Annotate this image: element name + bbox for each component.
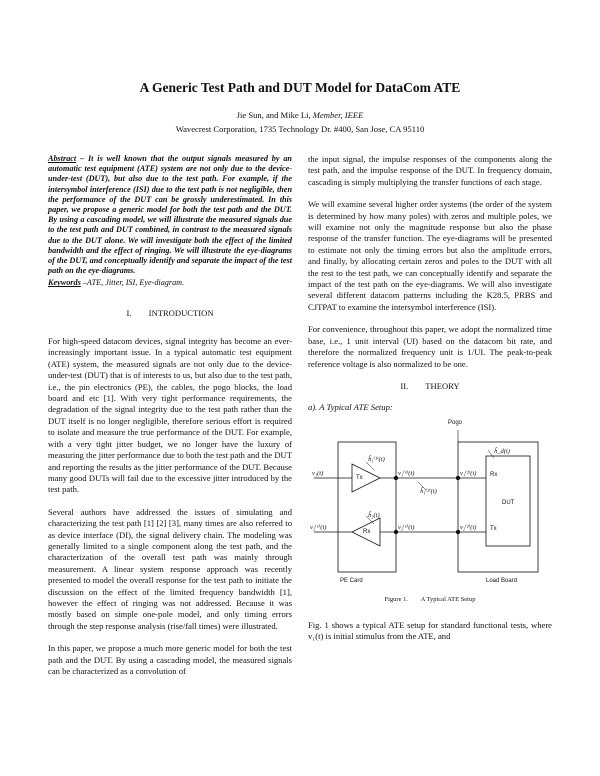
- pogo-label: Pogo: [448, 419, 463, 426]
- tx-label: Tx: [490, 525, 497, 532]
- paragraph: For convenience, throughout this paper, we adopt the normalized time base, i.e., 1 unit interval (UI) based on the datacom bit rate, and therefore the normalized frequency unit is 1/UI. The peak-to-peak reference voltage is also normalized to be one.: [308, 324, 552, 369]
- figure-caption: Figure 1. A Typical ATE Setup: [384, 595, 476, 603]
- keywords-label: Keywords: [48, 278, 81, 288]
- symbol-h1-2: ĥ₁⁽²⁾(t): [420, 487, 437, 495]
- author-names: Jie Sun, and Mike Li,: [236, 110, 311, 120]
- paragraph: In this paper, we propose a much more generic model for both the test path and the DUT. By using a cascading model, the measured signals can be characterized as a convolution of: [48, 643, 292, 677]
- comparator-label: Rx: [363, 528, 371, 535]
- symbol-h2: ĥ₂(t): [368, 511, 380, 519]
- symbol-v1-1: v₁⁽¹⁾(t): [398, 469, 415, 477]
- section-heading-introduction: I. INTRODUCTION: [126, 307, 214, 318]
- keywords-text: –ATE, Jitter, ISI, Eye-diagram.: [80, 278, 185, 288]
- left-column: [48, 154, 292, 688]
- affiliation: Wavecrest Corporation, 1735 Technology Dr. #400, San Jose, CA 95110: [175, 124, 425, 134]
- authors: [0, 110, 600, 120]
- abstract: [48, 154, 292, 276]
- symbol-v2-2: v₂⁽²⁾(t): [460, 523, 477, 531]
- author-membership: Member, IEEE: [312, 110, 364, 120]
- section-heading-theory: II. THEORY: [400, 380, 460, 391]
- symbol-h1-1: ĥ₁⁽¹⁾(t): [368, 455, 385, 463]
- paragraph: Fig. 1 shows a typical ATE setup for standard functional tests, where v₁(t) is initial stimulus from the ATE, and: [308, 619, 552, 642]
- right-column: [308, 154, 552, 654]
- paragraph: We will examine several higher order systems (the order of the system is determined by how many poles) with zeros and multiple poles, we will examine not only the magnitude response but also the phase response of the transfer function. The eye-diagrams will be presented to estimate not only the timing errors but also the amplitude errors, and finally, by allocating certain zeros and poles to the DUT with all the rest to the test path, we can conceptually identify and separate the impact of the test path on the eye-diagrams. We will also investigate several different datacom patterns including the K28.5, PRBS and CJTPAT to examine the intersymbol interference (ISI).: [308, 199, 552, 312]
- symbol-hdut: ĥ_d(t): [494, 447, 510, 455]
- paragraph: Several authors have addressed the issues of simulating and characterizing the test path [1] [2] [3], many times are also referred to as device interface (DI), the signal delivery chain. The modeling was generally limited to a single component along the test path, and the characterization of the overall test path was mainly through measurement. A linear system response approach was recently presented to model the overall response for the test path to initiate the discussion on the effect of the limited frequency bandwidth [1], however the effect of ringing was not addressed. Because it was mostly based on simple one-pole model, and only timing errors through the step response analysis (rise/fall times) were illustrated.: [48, 506, 292, 631]
- pe-card-box: [338, 442, 396, 572]
- subsection-heading: a). A Typical ATE Setup:: [308, 402, 393, 413]
- load-board-box: [458, 442, 538, 572]
- ate-setup-diagram: [308, 420, 552, 592]
- load-board-label: Load Board: [486, 577, 518, 584]
- driver-label: Tx: [356, 474, 363, 481]
- abstract-label: Abstract: [48, 154, 77, 163]
- dut-label: DUT: [502, 499, 515, 506]
- paper-title: A Generic Test Path and DUT Model for DataCom ATE: [139, 80, 461, 95]
- symbol-v2: v₂⁽¹⁾(t): [310, 523, 327, 531]
- symbol-v1: v₁(t): [312, 469, 324, 477]
- paragraph: For high-speed datacom devices, signal integrity has become an ever-increasingly important issue. In a typical automatic test equipment (ATE) system, the measured signals are not only due to the device-under-test (DUT) that is of interests to us, but also due to the test path, i.e., the pin electronics (PE), the cables, the pogo blocks, the load board and etc [1]. With very tight performance requirements, the degradation of the signal integrity due to the test path rather than the DUT itself is no longer negligible, therefore serious effort is required to isolate and measure the true performance of the DUT. For example, with a very tight jitter budget, we no longer have the luxury of measuring the jitter performance due to both the test path and the DUT and reporting the results as the jitter performance of the DUT. Because many good DUTs will fail due to the excessive jitter introduced by the test path.: [48, 336, 292, 495]
- pe-card-label: PE Card: [340, 577, 363, 584]
- keywords: [48, 278, 292, 288]
- symbol-v2-1: v₂⁽¹⁾(t): [398, 523, 415, 531]
- rx-label: Rx: [490, 471, 498, 478]
- symbol-v1-2: v₁⁽²⁾(t): [460, 469, 477, 477]
- paragraph: the input signal, the impulse responses of the components along the test path, and the impulse response of the DUT. In frequency domain, cascading is simply multiplying the transfer functions of each stage.: [308, 154, 552, 187]
- figure-ate-setup: [308, 420, 552, 610]
- abstract-text: – It is well known that the output signals measured by an automatic test equipment (ATE) system are not only due to the device-under-test (DUT), but also due to the test path. For example, if the intersymbol interference (ISI) due to the test path is not negligible, then the performance of the DUT can be grossly underestimated. In this paper, we propose a generic model for both the test path and the DUT. By using a cascading model, we will illustrate the measured signals due to the test path and DUT combined, in contrast to the measured signals due to the DUT alone. We will investigate both the effect of the limited bandwidth and the effect of ringing. We will illustrate the eye-diagrams of the DUT, and conceptually identify and separate the impact of the test path on the eye-diagrams.: [48, 154, 292, 276]
